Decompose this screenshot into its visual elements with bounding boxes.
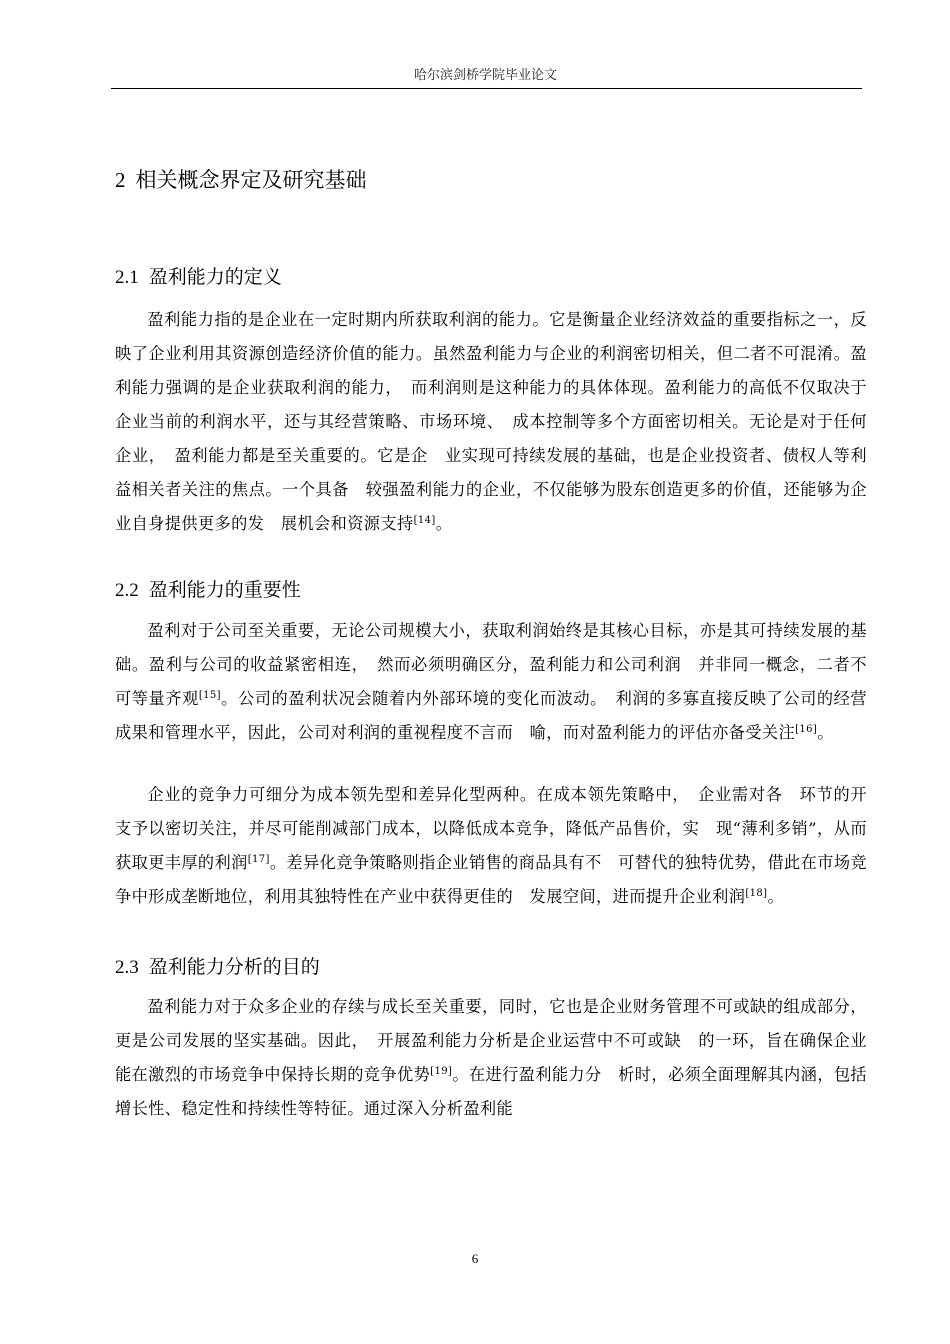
section-number: 2.2 (115, 580, 139, 601)
paragraph-text: 。 (767, 887, 785, 906)
citation-ref: [17] (247, 854, 270, 865)
citation-ref: [14] (413, 515, 436, 526)
paragraph-text: 企业的竞争力可细分为成本领先型和差异化型两种。在成本领先策略中， 企业需对各 环节的开支予以密切关注，并尽可能削减部门成本，以降低成本竞争，降低产品售价，实 现“薄利多销”，从而获取更丰厚的利润 (115, 785, 867, 872)
paragraph-text: 。差异化竞争策略则指企业销售的商品具有不 可替代的独特优势，借此在市场竞争中形成垄断地位，利用其独特性在产业中获得更佳的 发展空间，进而提升企业利润 (115, 853, 867, 906)
chapter-heading (115, 164, 367, 194)
paragraph-text: 盈利能力对于众多企业的存续与成长至关重要，同时，它也是企业财务管理不可或缺的组成部分，更是公司发展的坚实基础。因此， 开展盈利能力分析是企业运营中不可或缺 的一环，旨在确保企业能在激烈的市场竞争中保持长期的竞争优势 (115, 997, 867, 1084)
paragraph-text: 。公司的盈利状况会随着内外部环境的变化而波动。 利润的多寡直接反映了公司的经营成果和管理水平，因此，公司对利润的重视程度不言而 喻，而对盈利能力的评估亦备受关注 (115, 689, 867, 742)
chapter-number: 2 (115, 168, 126, 192)
section-number: 2.3 (115, 957, 139, 978)
paragraph-2-2-2 (115, 778, 867, 914)
section-title: 盈利能力分析的目的 (148, 956, 320, 978)
running-header: 哈尔滨剑桥学院毕业论文 (413, 68, 557, 83)
paragraph-2-1-1 (115, 303, 867, 541)
paragraph-2-3-1 (115, 990, 867, 1126)
paragraph-text: 。在进行盈利能力分 析时，必须全面理解其内涵，包括增长性、稳定性和持续性等特征。通过深入分析盈利能 (115, 1065, 867, 1118)
paragraph-2-2-1 (115, 614, 867, 750)
paragraph-text: 盈利对于公司至关重要，无论公司规模大小，获取利润始终是其核心目标，亦是其可持续发展的基础。盈利与公司的收益紧密相连， 然而必须明确区分，盈利能力和公司利润 并非同一概念，二者不可等量齐观 (115, 621, 867, 708)
section-heading-2-3 (115, 952, 320, 979)
paragraph-text: 盈利能力指的是企业在一定时期内所获取利润的能力。它是衡量企业经济效益的重要指标之一，反映了企业利用其资源创造经济价值的能力。虽然盈利能力与企业的利润密切相关，但二者不可混淆。盈利能力强调的是企业获取利润的能力， 而利润则是这种能力的具体体现。盈利能力的高低不仅取决于企业当前的利润水平，还与其经营策略、市场环境、 成本控制等多个方面密切相关。无论是对于任何企业， 盈利能力都是至关重要的。它是企 业实现可持续发展的基础，也是企业投资者、债权人等利益相关者关注的焦点。一个具备 较强盈利能力的企业，不仅能够为股东创造更多的价值，还能够为企业自身提供更多的发 展机会和资源支持 (115, 310, 867, 533)
citation-ref: [18] (745, 888, 768, 899)
header-rule (111, 88, 862, 89)
paragraph-text: 。 (817, 723, 834, 742)
page-number: 6 (471, 1251, 479, 1266)
section-title: 盈利能力的定义 (148, 266, 282, 288)
section-number: 2.1 (115, 267, 139, 288)
section-heading-2-1 (115, 262, 282, 289)
citation-ref: [16] (795, 724, 818, 735)
citation-ref: [19] (430, 1066, 453, 1077)
paragraph-text: 。 (435, 514, 453, 533)
chapter-title: 相关概念界定及研究基础 (135, 168, 367, 192)
section-heading-2-2 (115, 575, 301, 602)
citation-ref: [15] (198, 690, 221, 701)
section-title: 盈利能力的重要性 (148, 579, 301, 601)
